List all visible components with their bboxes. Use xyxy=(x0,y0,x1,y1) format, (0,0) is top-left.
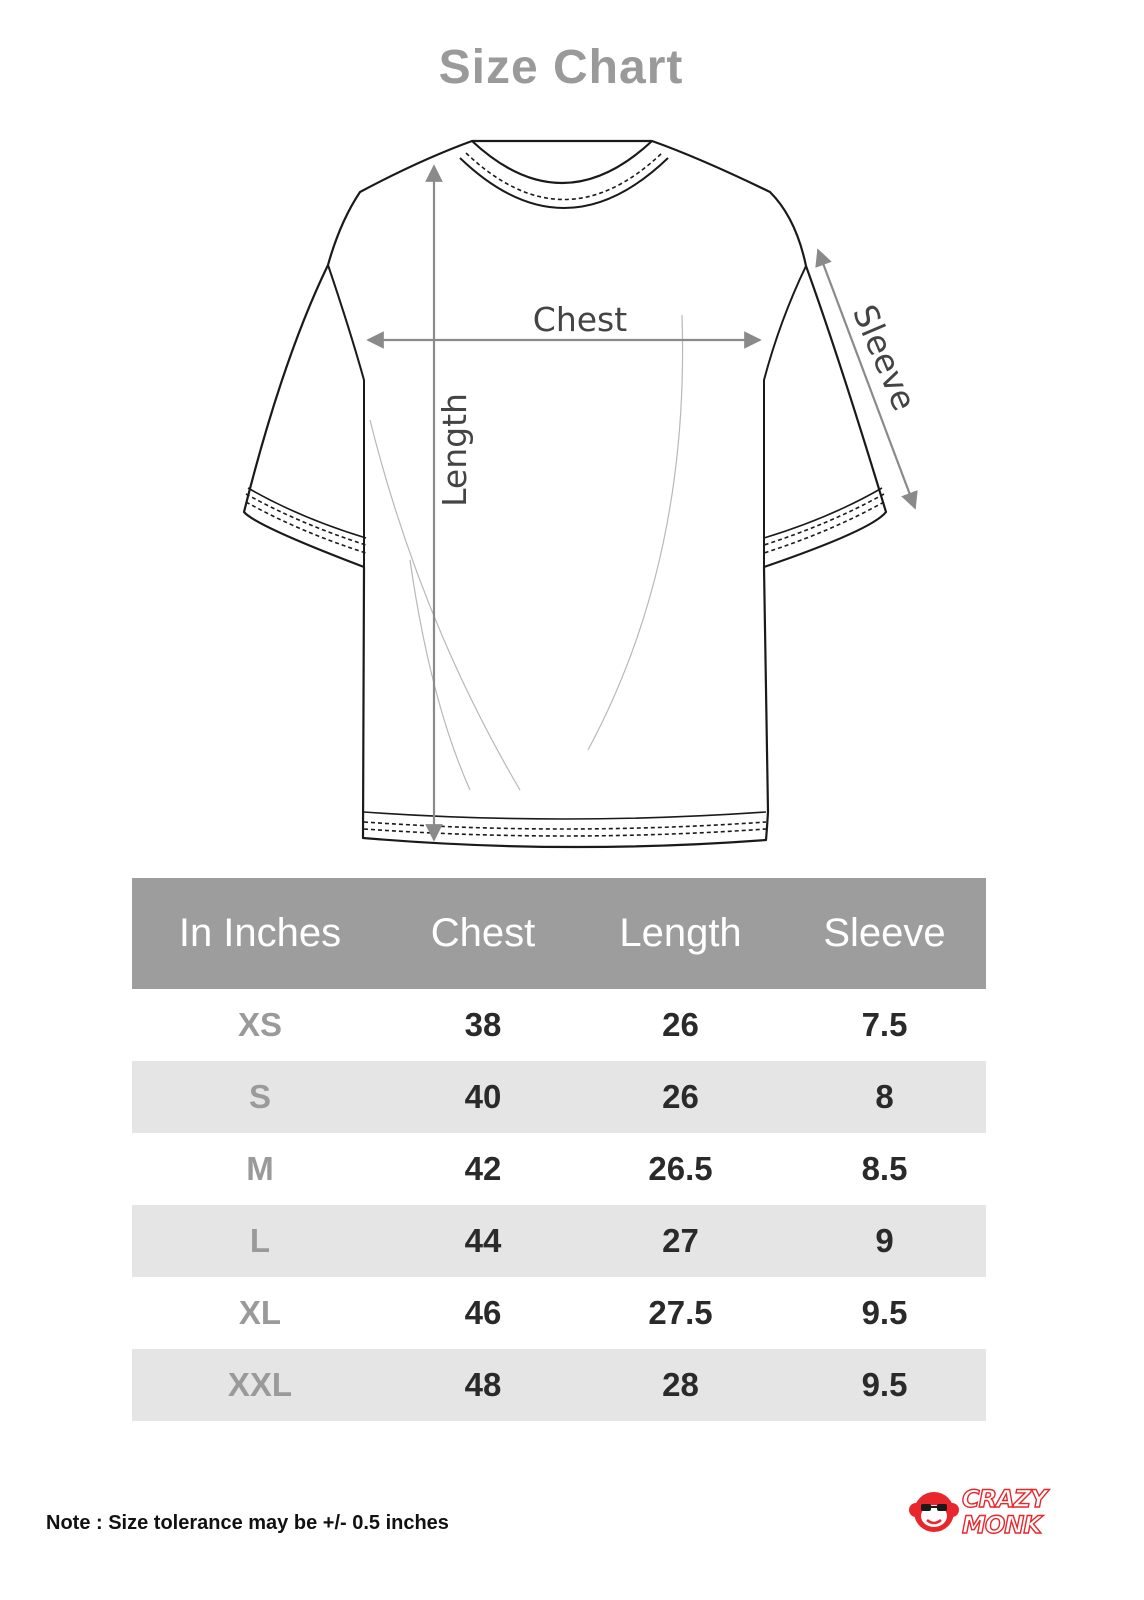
length-label: Length xyxy=(435,393,474,507)
size-table xyxy=(132,878,986,1421)
chest-cell: 46 xyxy=(464,1294,502,1331)
size-cell: S xyxy=(248,1078,271,1115)
sleeve-cell: 8 xyxy=(875,1078,894,1115)
tshirt-outline xyxy=(244,141,886,847)
monkey-face-icon xyxy=(909,1492,959,1532)
table-header-row xyxy=(132,878,986,989)
page-title: Size Chart xyxy=(438,41,684,94)
length-cell: 27 xyxy=(662,1222,699,1259)
size-cell: XS xyxy=(237,1006,283,1043)
sleeve-cell: 8.5 xyxy=(861,1150,908,1187)
table-row xyxy=(132,989,986,1061)
length-cell: 26 xyxy=(662,1006,699,1043)
header-length: Length xyxy=(619,911,742,955)
crazy-monk-logo xyxy=(908,1482,1078,1538)
size-cell: L xyxy=(249,1222,271,1259)
chest-cell: 44 xyxy=(464,1222,502,1259)
length-cell: 26.5 xyxy=(648,1150,713,1187)
sleeve-cell: 9.5 xyxy=(861,1294,908,1331)
chest-label: Chest xyxy=(532,300,628,339)
chest-cell: 42 xyxy=(464,1150,502,1187)
tshirt-diagram xyxy=(0,120,1144,860)
size-cell: XL xyxy=(238,1294,282,1331)
sleeve-label: Sleeve xyxy=(845,299,925,417)
length-cell: 28 xyxy=(662,1366,699,1403)
table-row xyxy=(132,1349,986,1421)
chest-cell: 38 xyxy=(464,1006,502,1043)
sleeve-cell: 9.5 xyxy=(861,1366,908,1403)
table-row xyxy=(132,1277,986,1349)
chest-cell: 40 xyxy=(464,1078,502,1115)
table-row xyxy=(132,1061,986,1133)
table-row xyxy=(132,1205,986,1277)
chest-cell: 48 xyxy=(464,1366,502,1403)
header-in-inches: In Inches xyxy=(178,911,342,955)
logo-text-crazy: CRAZY xyxy=(962,1485,1047,1513)
table-row xyxy=(132,1133,986,1205)
sleeve-cell: 7.5 xyxy=(861,1006,908,1043)
size-cell: XXL xyxy=(227,1366,293,1403)
size-cell: M xyxy=(246,1150,274,1187)
logo-text-monk: MONK xyxy=(962,1511,1041,1538)
header-chest: Chest xyxy=(430,911,536,955)
length-cell: 26 xyxy=(662,1078,699,1115)
header-sleeve: Sleeve xyxy=(823,911,946,955)
length-cell: 27.5 xyxy=(648,1294,713,1331)
size-tolerance-note: Note : Size tolerance may be +/- 0.5 inches xyxy=(46,1512,449,1534)
sleeve-cell: 9 xyxy=(875,1222,894,1259)
